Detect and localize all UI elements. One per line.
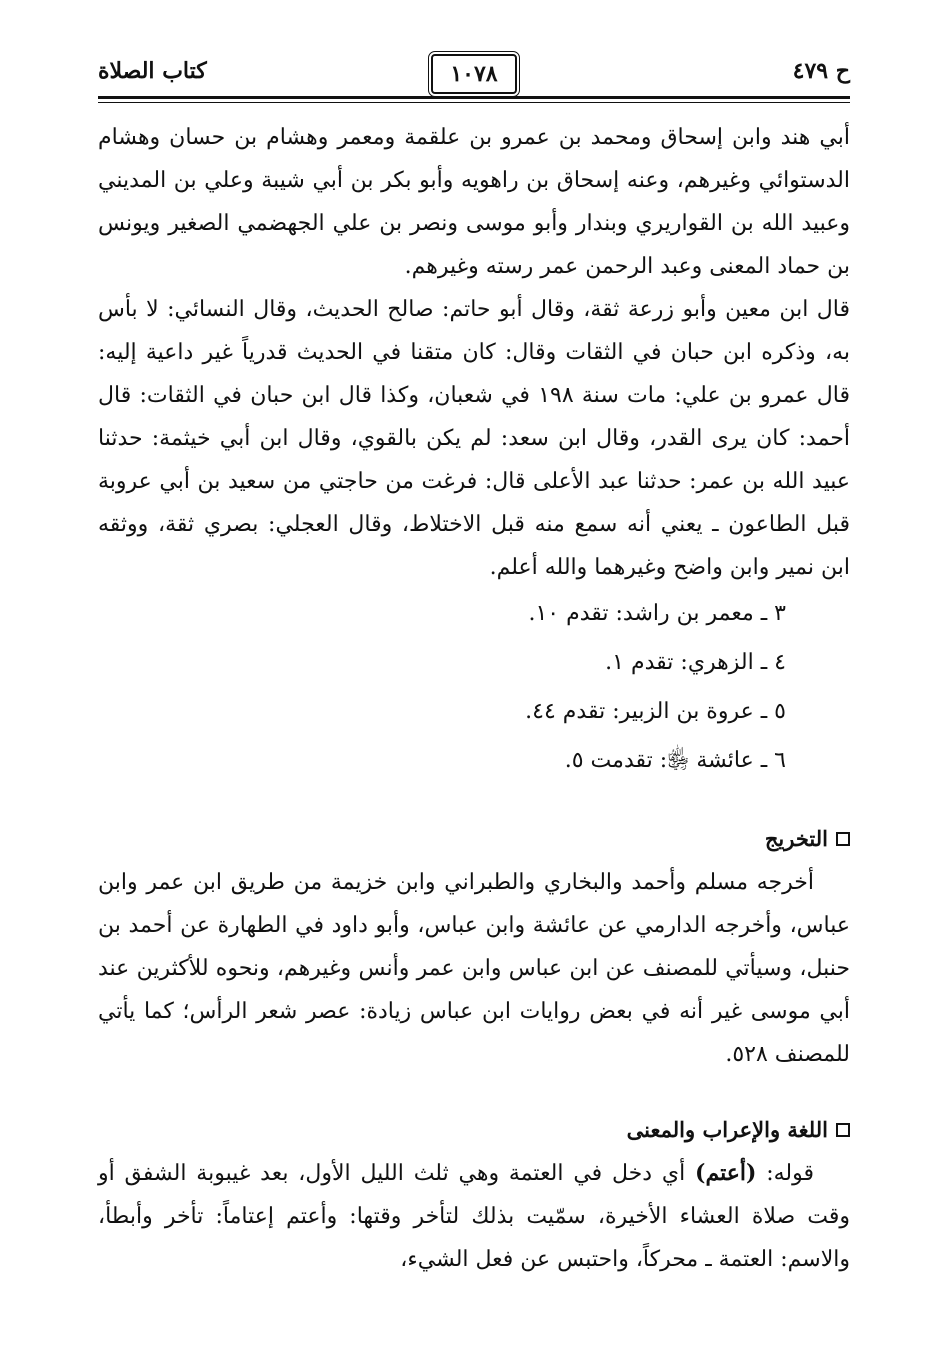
- lugha-paragraph: [98, 1152, 850, 1281]
- square-bullet-icon: [836, 1123, 850, 1137]
- lugha-heading: [98, 1110, 850, 1150]
- page-number: ١٠٧٨: [431, 54, 517, 94]
- takhrij-heading: [98, 819, 850, 859]
- lugha-heading-label: اللغة والإعراب والمعنى: [626, 1117, 828, 1142]
- lugha-text: أي دخل في العتمة وهي ثلث الليل الأول، بعد غيبوبة الشفق أو وقت صلاة العشاء الأخيرة، سمّيت بذلك لتأخر وقتها: وأعتم إعتاماً: تأخر وأبطأ، والاسم: العتمة ـ محركاً، واحتبس عن فعل الشيء،: [98, 1161, 850, 1272]
- header-rule-thin: [98, 102, 850, 103]
- list-item: ٥ ـ عروة بن الزبير: تقدم ٤٤.: [525, 699, 786, 724]
- square-bullet-icon: [836, 832, 850, 846]
- lugha-prefix: قوله:: [756, 1161, 814, 1186]
- narrator-paragraph-2: قال ابن معين وأبو زرعة ثقة، وقال أبو حاتم: صالح الحديث، وقال النسائي: لا بأس به، وذكره ابن حبان في الثقات وقال: كان متقنا في الحديث قدرياً غير داعية إليه: قال عمرو بن علي: مات سنة ١٩٨ في شعبان، وكذا قال ابن حبان في الثقات: قال أحمد: كان يرى القدر، وقال ابن سعد: لم يكن بالقوي، وقال ابن أبي خيثمة: حدثنا عبيد الله بن عمر: حدثنا عبد الأعلى قال: فرغت من حاجتي من سعيد بن أبي عروبة قبل الطاعون ـ يعني أنه سمع منه قبل الاختلاط، وقال العجلي: بصري ثقة، ووثقه ابن نمير وابن واضح وغيرهما والله أعلم.: [98, 297, 850, 580]
- list-item: ٦ ـ عائشة ﵂: تقدمت ٥.: [564, 748, 786, 773]
- takhrij-paragraph: أخرجه مسلم وأحمد والبخاري والطبراني وابن خزيمة من طريق ابن عمر وابن عباس، وأخرجه الدارمي عن عائشة وابن عباس، وأبو داود في الطهارة عن أحمد بن حنبل، وسيأتي للمصنف عن ابن عباس وابن عمر وأنس وغيرهم، ونحوه للأكثرين عند أبي موسى غير أنه في بعض روايات ابن عباس زيادة: عصر شعر الرأس؛ كما يأتي للمصنف ٥٢٨.: [98, 870, 850, 1067]
- list-item: ٣ ـ معمر بن راشد: تقدم ١٠.: [528, 601, 786, 626]
- hadith-number: ح ٤٧٩: [792, 58, 850, 84]
- narrator-list: [98, 589, 850, 785]
- list-item: ٤ ـ الزهري: تقدم ١.: [605, 650, 786, 675]
- takhrij-heading-label: التخريج: [764, 826, 828, 851]
- header-rule: [98, 96, 850, 99]
- page-header: [98, 48, 850, 98]
- book-title: كتاب الصلاة: [98, 58, 207, 84]
- page-content: [98, 116, 850, 1281]
- narrator-paragraph-1: أبي هند وابن إسحاق ومحمد بن عمرو بن علقمة ومعمر وهشام بن حسان وهشام الدستوائي وغيرهم، وعنه إسحاق بن راهويه وأبو بكر بن أبي شيبة وعلي بن المديني وعبيد الله بن القواريري وبندار وأبو موسى ونصر بن علي الجهضمي الصغير ويونس بن حماد المعنى وعبد الرحمن عمر رسته وغيرهم.: [98, 125, 850, 279]
- lugha-keyword: (أعتم): [695, 1160, 757, 1186]
